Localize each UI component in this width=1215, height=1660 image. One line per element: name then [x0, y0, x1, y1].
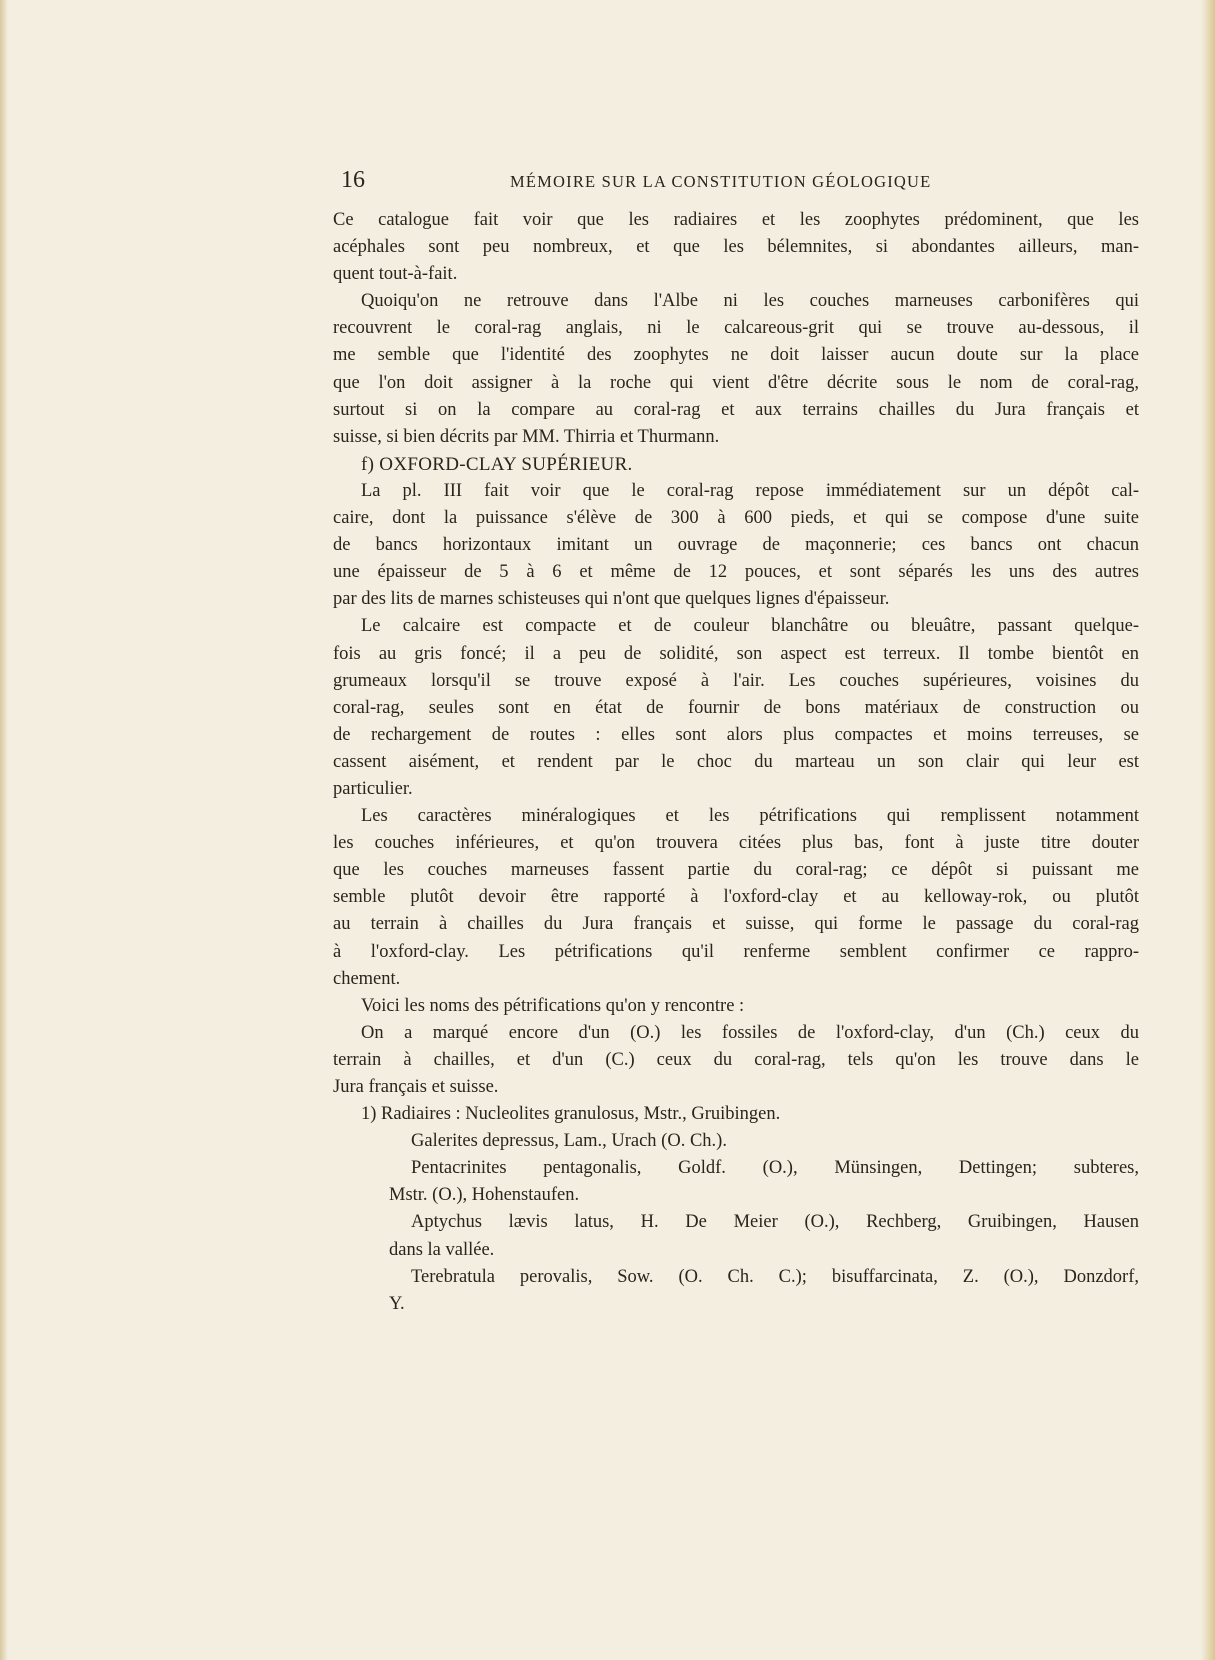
fossil-list-item: 1) Radiaires : Nucleolites granulosus, Mstr., Gruibingen.: [361, 1104, 781, 1125]
page-edge-right: [1201, 0, 1215, 1660]
text-line: une épaisseur de 5 à 6 et même de 12 pouces, et sont séparés les uns des autres: [333, 562, 1139, 583]
text-line: semble plutôt devoir être rapporté à l'oxford-clay et au kelloway-rok, ou plutôt: [333, 887, 1139, 908]
body-text: [333, 207, 1139, 1318]
text-line: chement.: [333, 968, 401, 989]
fossil-list-item: dans la vallée.: [389, 1239, 495, 1260]
fossil-list-item: Pentacrinites pentagonalis, Goldf. (O.), Münsingen, Dettingen; subteres,: [411, 1158, 1139, 1179]
text-line: quent tout-à-fait.: [333, 264, 458, 285]
text-line: au terrain à chailles du Jura français et suisse, qui forme le passage du coral-rag: [333, 914, 1139, 935]
text-line: On a marqué encore d'un (O.) les fossiles de l'oxford-clay, d'un (Ch.) ceux du: [361, 1022, 1139, 1043]
text-line: à l'oxford-clay. Les pétrifications qu'il renferme semblent confirmer ce rappro-: [333, 941, 1139, 962]
running-title: MÉMOIRE SUR LA CONSTITUTION GÉOLOGIQUE: [510, 172, 932, 191]
page-number: 16: [341, 167, 365, 193]
fossil-list-item: Aptychus lævis latus, H. De Meier (O.), Rechberg, Gruibingen, Hausen: [411, 1212, 1139, 1233]
text-line: particulier.: [333, 778, 413, 799]
text-line: de bancs horizontaux imitant un ouvrage de maçonnerie; ces bancs ont chacun: [333, 535, 1139, 556]
fossil-list-item: Mstr. (O.), Hohenstaufen.: [389, 1185, 580, 1206]
fossil-list-item: Y.: [389, 1293, 405, 1314]
text-line: acéphales sont peu nombreux, et que les bélemnites, si abondantes ailleurs, man-: [333, 237, 1139, 258]
text-line: coral-rag, seules sont en état de fournir de bons matériaux de construction ou: [333, 697, 1139, 718]
text-line: Le calcaire est compacte et de couleur blanchâtre ou bleuâtre, passant quelque-: [361, 616, 1139, 637]
text-line: Voici les noms des pétrifications qu'on y rencontre :: [361, 995, 745, 1016]
page-header: [333, 166, 1139, 196]
text-line: que les couches marneuses fassent partie du coral-rag; ce dépôt si puissant me: [333, 860, 1139, 881]
text-line: par des lits de marnes schisteuses qui n'ont que quelques lignes d'épaisseur.: [333, 589, 890, 610]
text-line: recouvrent le coral-rag anglais, ni le calcareous-grit qui se trouve au-dessous, il: [333, 318, 1139, 339]
text-line: cassent aisément, et rendent par le choc du marteau un son clair qui leur est: [333, 751, 1139, 772]
text-line: surtout si on la compare au coral-rag et aux terrains chailles du Jura français et: [333, 399, 1139, 420]
text-line: fois au gris foncé; il a peu de solidité, son aspect est terreux. Il tombe bientôt en: [333, 643, 1139, 664]
text-line: Ce catalogue fait voir que les radiaires et les zoophytes prédominent, que les: [333, 210, 1139, 230]
text-line: que l'on doit assigner à la roche qui vient d'être décrite sous le nom de coral-rag,: [333, 372, 1139, 393]
text-line: Jura français et suisse.: [333, 1077, 499, 1097]
section-heading: f) OXFORD-CLAY SUPÉRIEUR.: [361, 453, 633, 475]
text-line: me semble que l'identité des zoophytes ne doit laisser aucun doute sur la place: [333, 345, 1139, 366]
text-line: Les caractères minéralogiques et les pétrifications qui remplissent notamment: [361, 806, 1139, 827]
page-edge-left: [0, 0, 8, 1660]
fossil-list-item: Galerites depressus, Lam., Urach (O. Ch.).: [411, 1131, 727, 1152]
text-line: grumeaux lorsqu'il se trouve exposé à l'air. Les couches supérieures, voisines du: [333, 670, 1139, 691]
text-line: Quoiqu'on ne retrouve dans l'Albe ni les couches marneuses carbonifères qui: [361, 291, 1139, 312]
text-line: suisse, si bien décrits par MM. Thirria et Thurmann.: [333, 426, 720, 447]
text-line: de rechargement de routes : elles sont alors plus compactes et moins terreuses, se: [333, 724, 1139, 745]
fossil-list-item: Terebratula perovalis, Sow. (O. Ch. C.); bisuffarcinata, Z. (O.), Donzdorf,: [411, 1266, 1139, 1287]
text-line: caire, dont la puissance s'élève de 300 à 600 pieds, et qui se compose d'une suite: [333, 508, 1139, 529]
text-line: terrain à chailles, et d'un (C.) ceux du coral-rag, tels qu'on les trouve dans le: [333, 1049, 1139, 1070]
text-line: les couches inférieures, et qu'on trouvera citées plus bas, font à juste titre douter: [333, 833, 1139, 854]
text-line: La pl. III fait voir que le coral-rag repose immédiatement sur un dépôt cal-: [361, 480, 1139, 501]
